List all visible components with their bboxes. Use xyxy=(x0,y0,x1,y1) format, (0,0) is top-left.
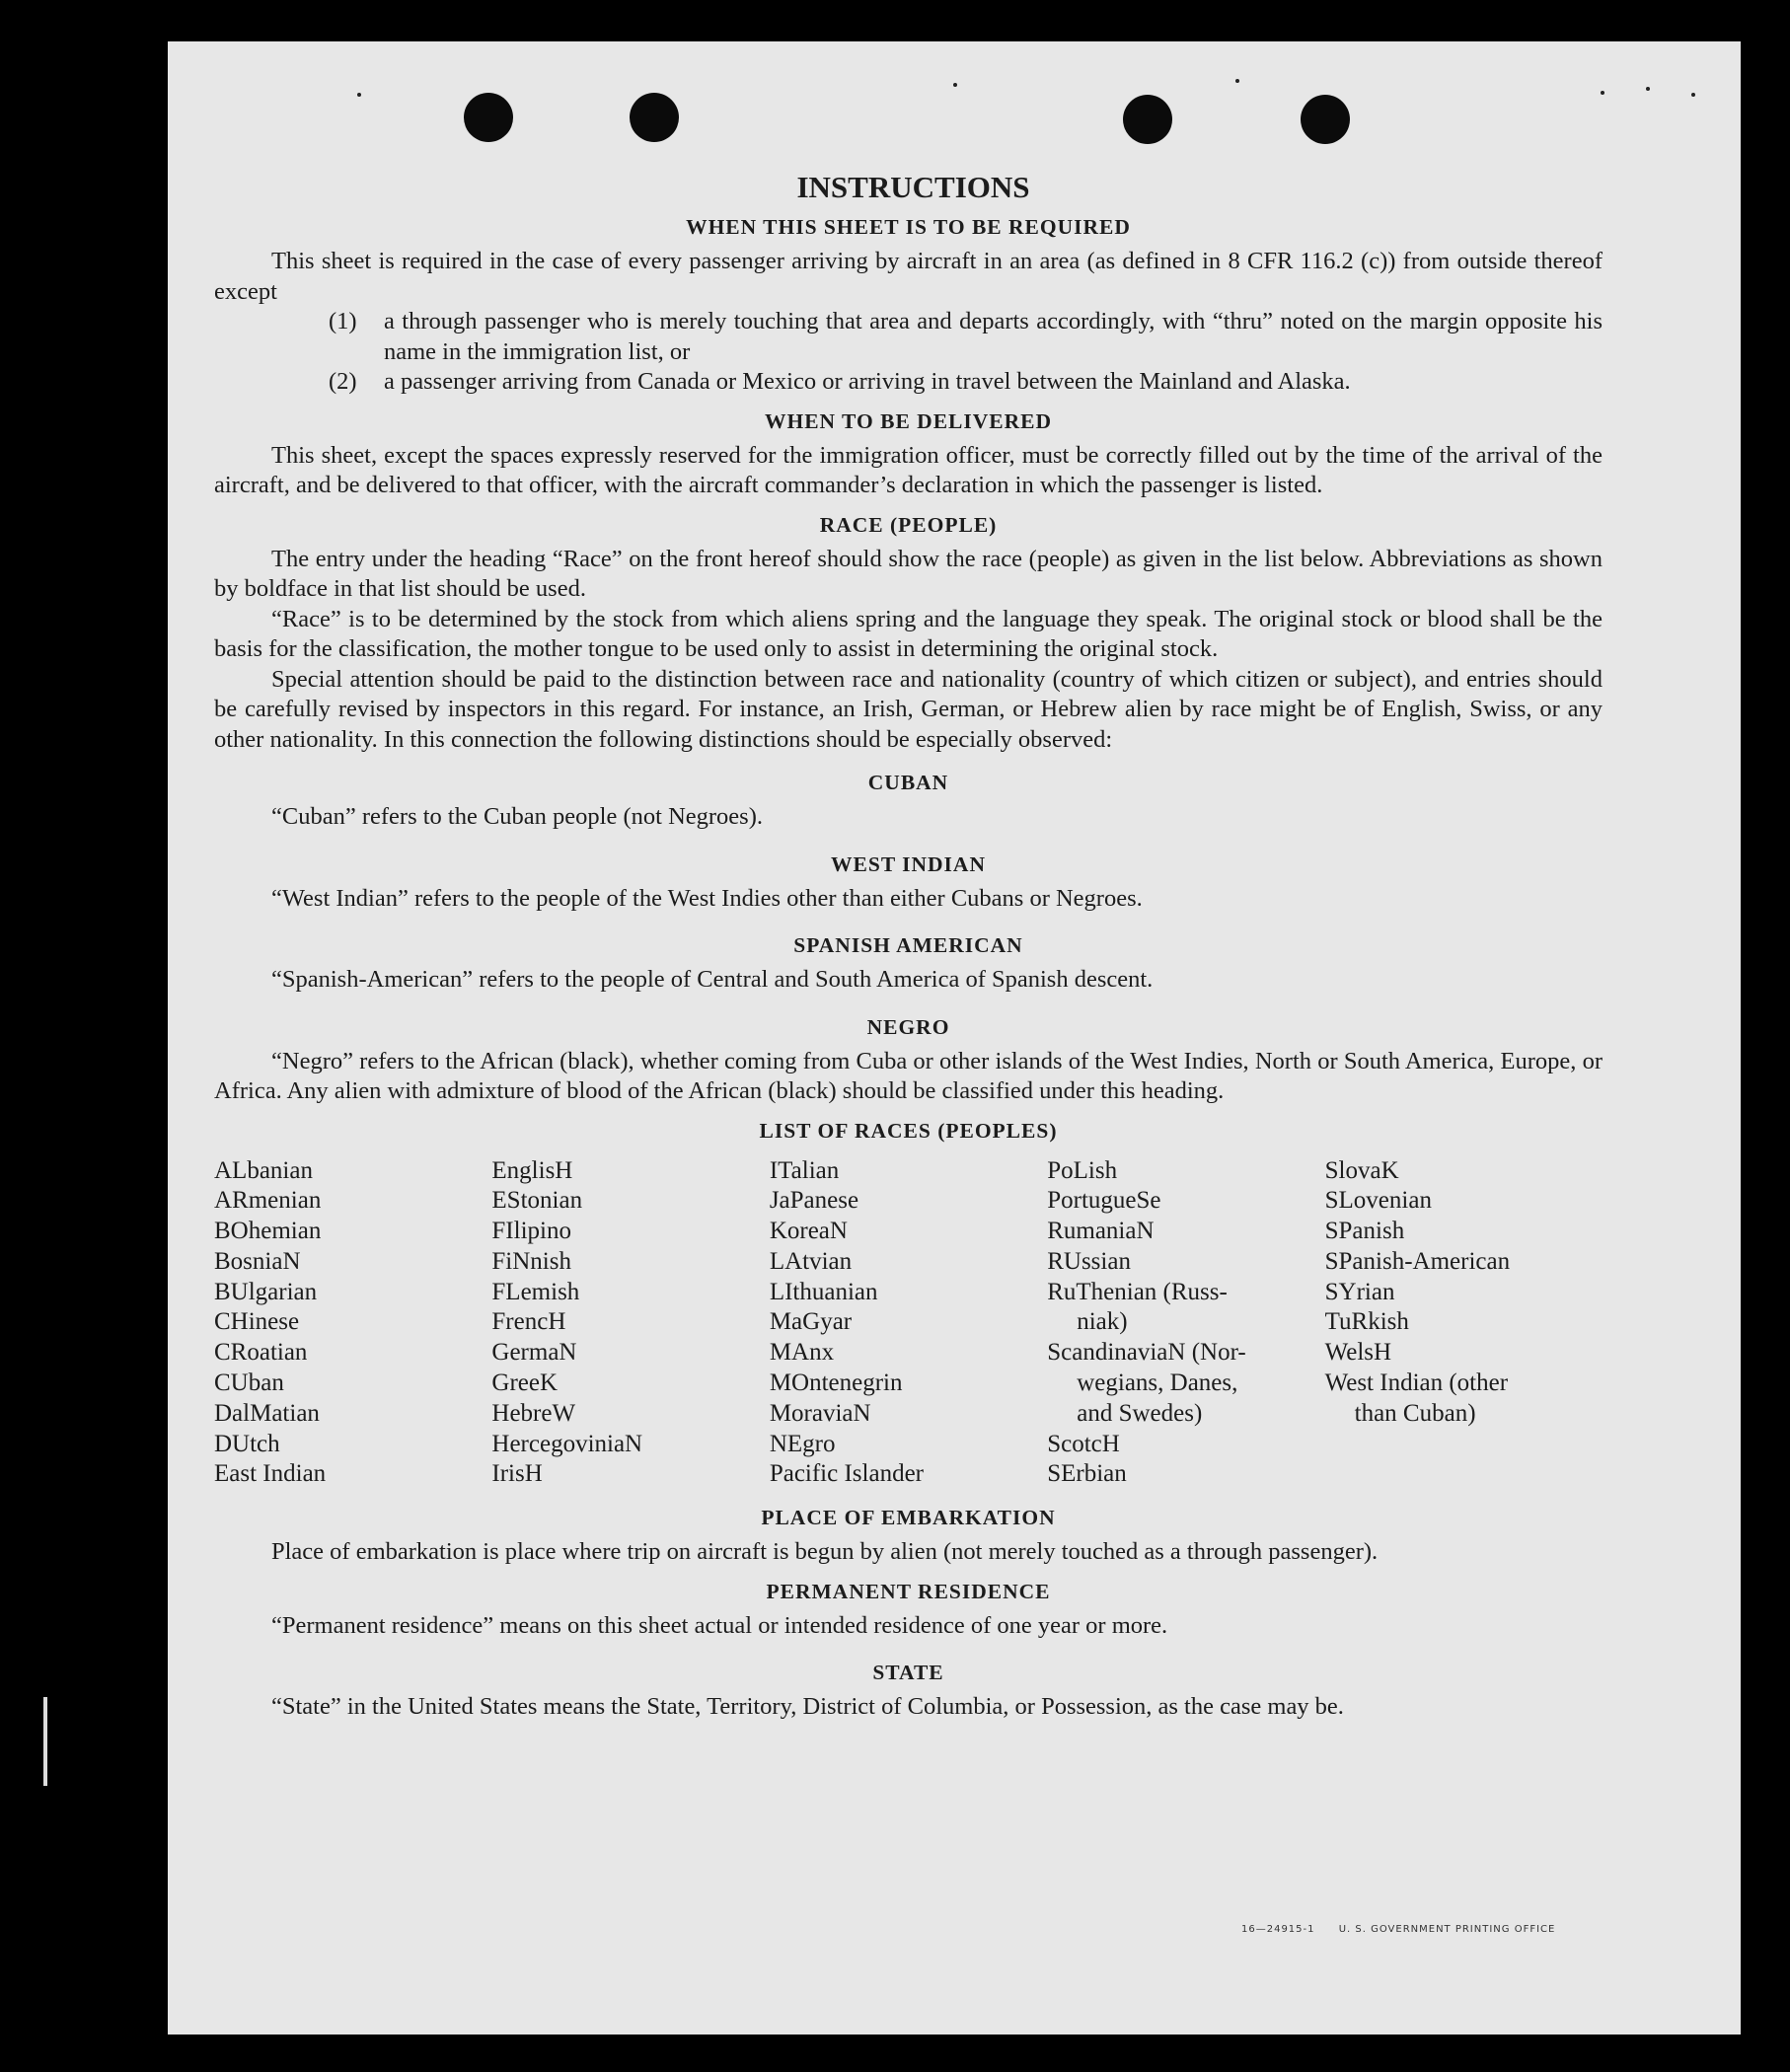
race-entry: JaPanese xyxy=(769,1187,859,1215)
race-entry: SPanish-American xyxy=(1324,1247,1511,1275)
race-entry: RUssian xyxy=(1047,1247,1131,1275)
item-number: (1) xyxy=(329,308,357,334)
race-entry: SYrian xyxy=(1324,1278,1395,1305)
race-entry: ScotcH xyxy=(1047,1430,1120,1457)
race-entry: WelsH xyxy=(1324,1339,1392,1367)
speck xyxy=(357,93,361,97)
race-entry: LAtvian xyxy=(769,1247,853,1275)
paragraph-race-3: Special attention should be paid to the distinction between race and nationality (country of which citizen or subject), and entries should be carefully revised by inspectors in this regard. For instance, an Irish, German, or Hebrew alien by race might be of English, Swiss, or any other nationality. In this connection the following distinctions should be especially observed: xyxy=(214,665,1603,753)
heading-state: STATE xyxy=(872,1661,944,1685)
race-entry: DUtch xyxy=(214,1430,280,1457)
race-entry: East Indian xyxy=(214,1460,327,1488)
race-entry: IrisH xyxy=(491,1460,543,1488)
race-entry: LIthuanian xyxy=(769,1278,878,1305)
instructions-content xyxy=(214,168,1603,1723)
race-entry: CUban xyxy=(214,1369,284,1397)
edge-mark xyxy=(43,1697,47,1786)
race-entry: HebreW xyxy=(491,1399,576,1427)
race-entry: DalMatian xyxy=(214,1399,320,1427)
races-column xyxy=(1047,1156,1324,1491)
race-entry: FIlipino xyxy=(491,1218,571,1245)
race-entry: BosniaN xyxy=(214,1247,301,1275)
paragraph-when-required: This sheet is required in the case of every passenger arriving by aircraft in an area (as defined in 8 CFR 116.2 (c)) from outside thereof except xyxy=(214,248,1603,305)
print-footer xyxy=(1241,1924,1575,1935)
race-entry-continued: wegians, Danes, xyxy=(1077,1369,1238,1397)
race-entry: MOntenegrin xyxy=(769,1369,903,1397)
race-entry: MoraviaN xyxy=(769,1399,871,1427)
race-entry: BOhemian xyxy=(214,1218,322,1245)
races-column xyxy=(491,1156,769,1491)
race-entry: PortugueSe xyxy=(1047,1187,1161,1215)
item-text: a through passenger who is merely touching that area and departs accordingly, with “thru” noted on the margin opposite his name in the immigration list, or xyxy=(384,308,1603,365)
race-entry: MAnx xyxy=(769,1339,835,1367)
speck xyxy=(1235,79,1239,83)
speck xyxy=(1646,87,1650,91)
race-entry: KoreaN xyxy=(769,1218,848,1245)
heading-negro: NEGRO xyxy=(866,1014,950,1039)
heading-when-delivered: WHEN TO BE DELIVERED xyxy=(764,408,1053,433)
race-entry: GreeK xyxy=(491,1369,559,1397)
paragraph-embarkation: Place of embarkation is place where trip on aircraft is begun by alien (not merely touched as a through passenger). xyxy=(271,1538,1379,1566)
paragraph-negro: “Negro” refers to the African (black), whether coming from Cuba or other islands of the West Indies, North or South America, Europe, or Africa. Any alien with admixture of blood of the African (black) should be classified under this heading. xyxy=(214,1047,1603,1104)
speck xyxy=(953,83,957,87)
race-entry-continued: niak) xyxy=(1077,1308,1128,1336)
form-number: 16—24915-1 xyxy=(1241,1924,1315,1935)
paragraph-cuban: “Cuban” refers to the Cuban people (not Negroes). xyxy=(271,803,763,830)
heading-west-indian: WEST INDIAN xyxy=(831,851,986,876)
punch-hole xyxy=(630,93,679,142)
race-entry: TuRkish xyxy=(1324,1308,1409,1336)
race-entry: ScandinaviaN (Nor- xyxy=(1047,1339,1246,1367)
race-entry: SPanish xyxy=(1324,1218,1405,1245)
race-entry: West Indian (other xyxy=(1324,1369,1509,1397)
race-entry: MaGyar xyxy=(769,1308,853,1336)
race-entry: CHinese xyxy=(214,1308,300,1336)
races-column xyxy=(1325,1156,1603,1491)
paragraph-residence: “Permanent residence” means on this sheet actual or intended residence of one year or more. xyxy=(271,1611,1168,1639)
heading-residence: PERMANENT RESIDENCE xyxy=(766,1579,1051,1603)
paragraph-race-1: The entry under the heading “Race” on the front hereof should show the race (people) as given in the list below. Abbreviations as shown by boldface in that list should be used. xyxy=(214,545,1603,602)
race-entry: EnglisH xyxy=(491,1156,573,1184)
race-entry: ITalian xyxy=(769,1156,840,1184)
heading-when-required: WHEN THIS SHEET IS TO BE REQUIRED xyxy=(686,215,1131,239)
race-entry: FLemish xyxy=(491,1278,580,1305)
race-entry: FrencH xyxy=(491,1308,566,1336)
race-entry: SlovaK xyxy=(1324,1156,1399,1184)
paragraph-when-delivered: This sheet, except the spaces expressly reserved for the immigration officer, must be correctly filled out by the time of the arrival of the aircraft, and be delivered to that officer, with the aircraft commander’s declaration in which the passenger is listed. xyxy=(214,441,1603,498)
race-entry: RumaniaN xyxy=(1047,1218,1155,1245)
race-entry: SErbian xyxy=(1047,1460,1127,1488)
race-entry-continued: than Cuban) xyxy=(1354,1399,1476,1427)
heading-list-of-races: LIST OF RACES (PEOPLES) xyxy=(759,1118,1058,1143)
race-entry-continued: and Swedes) xyxy=(1077,1399,1203,1427)
race-entry: EStonian xyxy=(491,1187,583,1215)
list-item xyxy=(214,367,1603,398)
paragraph-state: “State” in the United States means the State, Territory, District of Columbia, or Possession, as the case may be. xyxy=(271,1693,1344,1721)
race-entry: Pacific Islander xyxy=(769,1460,924,1488)
heading-race: RACE (PEOPLE) xyxy=(819,512,998,537)
speck xyxy=(1601,91,1604,95)
item-number: (2) xyxy=(329,368,357,395)
punch-hole xyxy=(1123,95,1172,144)
race-entry: BUlgarian xyxy=(214,1278,318,1305)
race-entry: ARmenian xyxy=(214,1187,322,1215)
race-entry: RuThenian (Russ- xyxy=(1047,1278,1228,1305)
race-entry: ALbanian xyxy=(214,1156,313,1184)
race-entry: PoLish xyxy=(1047,1156,1118,1184)
race-entry: FiNnish xyxy=(491,1247,571,1275)
speck xyxy=(1691,93,1695,97)
punch-hole xyxy=(1301,95,1350,144)
printer-imprint: U. S. GOVERNMENT PRINTING OFFICE xyxy=(1338,1924,1556,1935)
page-title: INSTRUCTIONS xyxy=(796,170,1030,204)
race-entry: NEgro xyxy=(769,1430,836,1457)
race-entry: SLovenian xyxy=(1324,1187,1432,1215)
race-entry: GermaN xyxy=(491,1339,577,1367)
race-entry: CRoatian xyxy=(214,1339,308,1367)
heading-embarkation: PLACE OF EMBARKATION xyxy=(761,1506,1056,1530)
heading-cuban: CUBAN xyxy=(867,771,949,794)
race-entry: HercegoviniaN xyxy=(491,1430,643,1457)
heading-spanish-american: SPANISH AMERICAN xyxy=(793,933,1023,957)
item-text: a passenger arriving from Canada or Mexico or arriving in travel between the Mainland and Alaska. xyxy=(384,368,1351,395)
races-list xyxy=(214,1156,1603,1491)
paragraph-race-2: “Race” is to be determined by the stock from which aliens spring and the language they speak. The original stock or blood shall be the basis for the classification, the mother tongue to be used only to assist in determining the original stock. xyxy=(214,605,1603,662)
paragraph-spanish-american: “Spanish-American” refers to the people of Central and South America of Spanish descent. xyxy=(271,966,1154,993)
races-column xyxy=(770,1156,1047,1491)
races-column xyxy=(214,1156,491,1491)
punch-hole xyxy=(464,93,513,142)
paragraph-west-indian: “West Indian” refers to the people of the West Indies other than either Cubans or Negroes. xyxy=(271,884,1143,912)
list-item xyxy=(214,307,1603,367)
